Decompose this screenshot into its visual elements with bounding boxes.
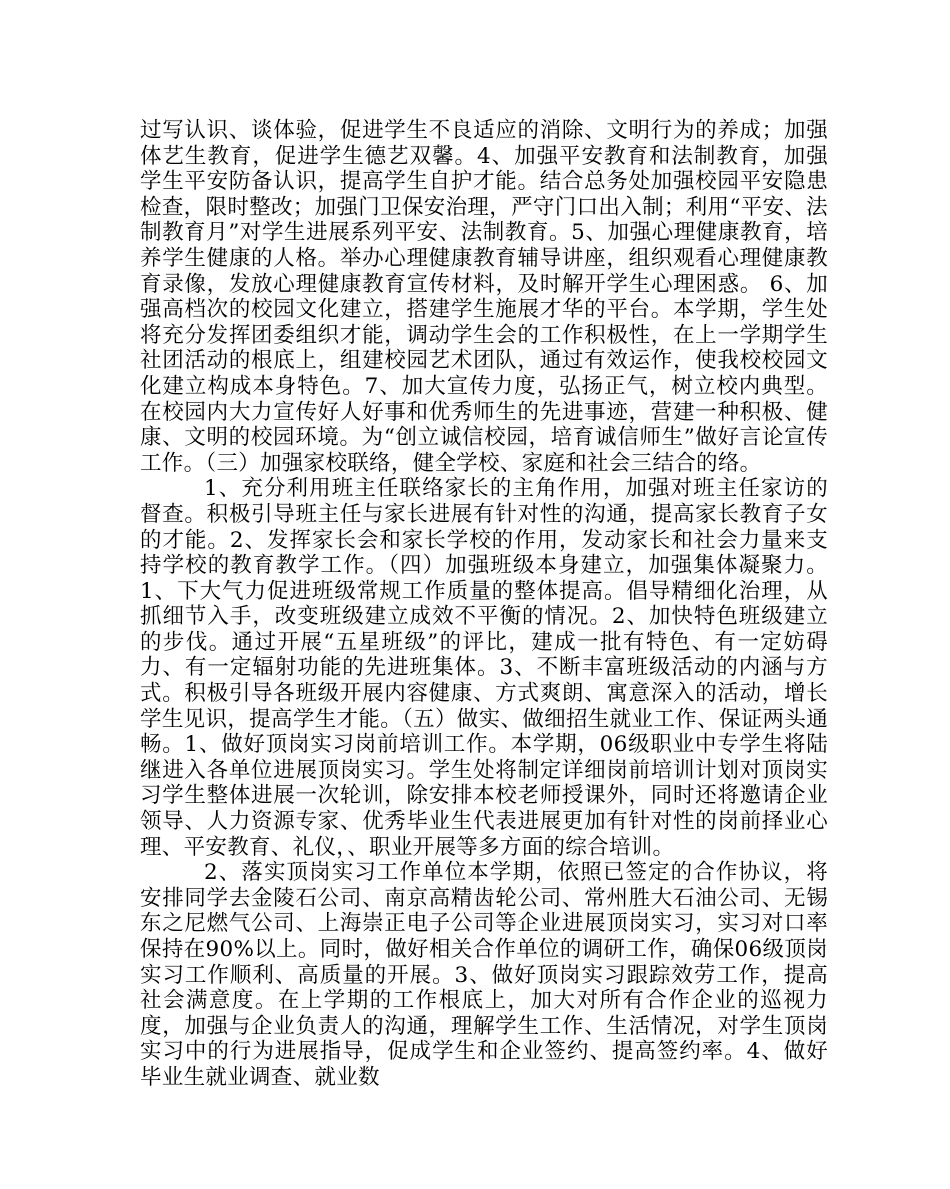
body-paragraph-1: 过写认识、谈体验，促进学生不良适应的消除、文明行为的养成；加强体艺生教育，促进学生德艺双馨。4、加强平安教育和法制教育，加强学生平安防备认识，提高学生自护才能。结合总务处加强校园平安隐患检查，限时整改；加强门卫保安治理，严守门口出入制；利用“平安、法制教育月”对学生进展系列平安、法制教育。5、加强心理健康教育，培养学生健康的人格。举办心理健康教育辅导讲座，组织观看心理健康教育录像，发放心理健康教育宣传材料，及时解开学生心理困惑。 6、加强高档次的校园文化建立，搭建学生施展才华的平台。本学期，学生处将充分发挥团委组织才能，调动学生会的工作积极性，在上一学期学生社团活动的根底上，组建校园艺术团队，通过有效运作，使我校校园文化建立构成本身特色。7、加大宣传力度，弘扬正气，树立校内典型。在校园内大力宣传好人好事和优秀师生的先进事迹，营建一种积极、健康、文明的校园环境。为“创立诚信校园，培育诚信师生”做好言论宣传工作。（三）加强家校联络，健全学校、家庭和社会三结合的络。 [140, 118, 828, 476]
body-paragraph-3: 2、落实顶岗实习工作单位本学期，依照已签定的合作协议，将安排同学去金陵石公司、南京高精齿轮公司、常州胜大石油公司、无锡东之尼燃气公司、上海崇正电子公司等企业进展顶岗实习，实习对口率保持在90%以上。同时，做好相关合作单位的调研工作，确保06级顶岗实习工作顺利、高质量的开展。3、做好顶岗实习跟踪效劳工作，提高社会满意度。在上学期的工作根底上，加大对所有合作企业的巡视力度，加强与企业负责人的沟通，理解学生工作、生活情况，对学生顶岗实习中的行为进展指导，促成学生和企业签约、提高签约率。4、做好毕业生就业调查、就业数 [140, 860, 828, 1090]
body-paragraph-2: 1、充分利用班主任联络家长的主角作用，加强对班主任家访的督查。积极引导班主任与家长进展有针对性的沟通，提高家长教育子女的才能。2、发挥家长会和家长学校的作用，发动家长和社会力量来支持学校的教育教学工作。（四）加强班级本身建立，加强集体凝聚力。1、下大气力促进班级常规工作质量的整体提高。倡导精细化治理，从抓细节入手，改变班级建立成效不平衡的情况。2、加快特色班级建立的步伐。通过开展“五星班级”的评比，建成一批有特色、有一定妨碍力、有一定辐射功能的先进班集体。3、不断丰富班级活动的内涵与方式。积极引导各班级开展内容健康、方式爽朗、寓意深入的活动，增长学生见识，提高学生才能。（五）做实、做细招生就业工作、保证两头通畅。1、做好顶岗实习岗前培训工作。本学期，06级职业中专学生将陆继进入各单位进展顶岗实习。学生处将制定详细岗前培训计划对顶岗实习学生整体进展一次轮训，除安排本校老师授课外，同时还将邀请企业领导、人力资源专家、优秀毕业生代表进展更加有针对性的岗前择业心理、平安教育、礼仪，、职业开展等多方面的综合培训。 [140, 476, 828, 860]
document-page [140, 118, 828, 1091]
